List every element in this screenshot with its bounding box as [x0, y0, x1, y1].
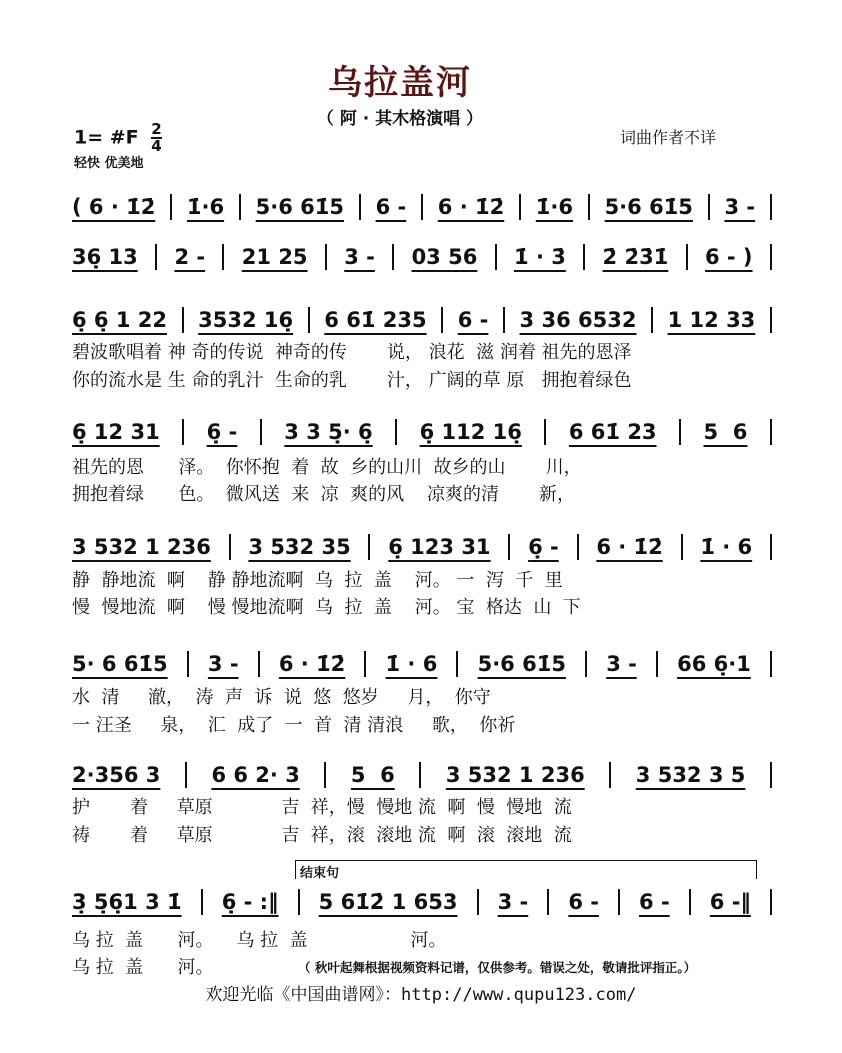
measure: 1̇ · 6 — [385, 652, 438, 676]
bar-line — [609, 762, 611, 788]
measure: ( 6 · 1̇2̇ — [72, 195, 156, 219]
measure: 1 12 33 — [667, 308, 756, 332]
bar-line — [770, 889, 772, 915]
bar-line — [770, 307, 772, 333]
bar-line — [544, 419, 546, 445]
measure: 6 6 2· 3 — [211, 763, 300, 787]
score-row — [72, 760, 772, 790]
measure: 5 6 — [703, 420, 748, 444]
bar-line — [260, 419, 262, 445]
measure: 6 · 1̇2̇ — [278, 652, 346, 676]
measure: 6̣ - — [528, 535, 559, 559]
measure: 3 532 3 5 — [635, 763, 746, 787]
measure: 6 - ) — [704, 245, 753, 269]
measure: 5 6 — [350, 763, 395, 787]
measure: 5 61̇2̇ 1 653 — [318, 890, 458, 914]
key-signature — [74, 122, 162, 154]
measure: 6 - — [639, 890, 670, 914]
score-row — [72, 887, 772, 917]
measure: 5·6 61̇5 — [477, 652, 566, 676]
bar-line — [201, 889, 203, 915]
bar-line — [421, 194, 423, 220]
measure: 2 - — [174, 245, 206, 269]
measure: 5·6 61̇5 — [255, 195, 345, 219]
measure: 3̣ 5̣6̣1 3 1̇ — [72, 890, 182, 914]
score-row — [72, 417, 772, 447]
bar-line — [324, 762, 326, 788]
bar-line — [689, 889, 691, 915]
bar-line — [392, 244, 394, 270]
measure: 6 - — [375, 195, 407, 219]
bar-line — [681, 534, 683, 560]
score-row — [72, 649, 772, 679]
measure: 36̣ 13 — [72, 245, 138, 269]
measure: 3 532 35 — [248, 535, 351, 559]
bar-line — [508, 534, 510, 560]
measure: 3532 16̣ — [198, 308, 294, 332]
bar-line — [651, 307, 653, 333]
lyrics-line: 祖先的恩 泽。 你怀抱 着 故 乡的山川 故乡的山 川， — [72, 457, 582, 478]
bar-line — [495, 244, 497, 270]
bar-line — [770, 762, 772, 788]
bar-line — [155, 244, 157, 270]
measure: 66 6̣·1 — [677, 652, 751, 676]
measure: 3 - — [344, 245, 375, 269]
bar-line — [656, 651, 658, 677]
measure: 6̣ 6̣ 1 22 — [72, 308, 167, 332]
lyrics-line: 你的流水是 生 命的乳汁 生命的乳 汁， 广阔的草 原 拥抱着绿色 — [72, 370, 632, 391]
bar-line — [770, 651, 772, 677]
bar-line — [368, 534, 370, 560]
bar-line — [577, 534, 579, 560]
bar-line — [359, 194, 361, 220]
bar-line — [182, 419, 184, 445]
measure: 1̇ · 3̇ — [514, 245, 566, 269]
measure: 1̇·6 — [186, 195, 225, 219]
measure: 6 61̇ 235 — [324, 308, 427, 332]
measure: 3 - — [207, 652, 239, 676]
bar-line — [547, 889, 549, 915]
bar-line — [222, 244, 224, 270]
bar-line — [258, 651, 260, 677]
transcription-note: （ 秋叶起舞根据视频资料记谱，仅供参考。错误之处，敬请批评指正。） — [298, 960, 697, 975]
lyrics-line: 祷 着 草原 吉 祥，滚 滚地 流 啊 滚 滚地 流 — [72, 825, 572, 846]
measure: 6 · 1̇2̇ — [596, 535, 663, 559]
bar-line — [519, 194, 521, 220]
bar-line — [618, 889, 620, 915]
measure: 1̇·6 — [535, 195, 573, 219]
measure: 6 - — [457, 308, 489, 332]
score-row — [72, 532, 772, 562]
bar-line — [182, 307, 184, 333]
bar-line — [325, 244, 327, 270]
tempo-marking: 轻快 优美地 — [74, 156, 144, 171]
measure: 3 - — [497, 890, 529, 914]
lyrics-line: 一 汪圣 泉， 汇 成了 一 首 清 清浪 歌， 你祈 — [72, 715, 516, 736]
bar-line — [770, 534, 772, 560]
bar-line — [503, 307, 505, 333]
measure: 6̣ - :‖ — [221, 890, 279, 914]
bar-line — [239, 194, 241, 220]
bar-line — [441, 307, 443, 333]
lyrics-line: 乌 拉 盖 河。 — [72, 957, 214, 978]
bar-line — [679, 419, 681, 445]
measure: 3 532 1 236 — [445, 763, 585, 787]
measure: 3 36 6532 — [519, 308, 637, 332]
bar-line — [419, 762, 421, 788]
measure: 6̣ - — [206, 420, 238, 444]
composer-credit: 词曲作者不详 — [620, 128, 717, 147]
bar-line — [395, 419, 397, 445]
ending-label: 结束句 — [300, 866, 340, 881]
score-row — [72, 192, 772, 222]
bar-line — [583, 244, 585, 270]
lyrics-line: 乌 拉 盖 河。 乌 拉 盖 河。 — [72, 930, 447, 951]
lyrics-line: 碧波歌唱着 神 奇的传说 神奇的传 说， 浪花 滋 润着 祖先的恩泽 — [72, 342, 632, 363]
measure: 6 -‖ — [709, 890, 751, 914]
performer-subtitle: （ 阿 · 其木格演唱 ） — [316, 109, 484, 129]
measure: 6 · 1̇2̇ — [437, 195, 505, 219]
ending-bracket — [295, 860, 757, 879]
lyrics-line: 拥抱着绿 色。 微风送 来 凉 爽的风 凉爽的清 新， — [72, 484, 576, 505]
time-signature — [151, 122, 161, 154]
bar-line — [187, 651, 189, 677]
bar-line — [770, 194, 772, 220]
score-row — [72, 305, 772, 335]
measure: 3 3 5̣· 6̣ — [284, 420, 373, 444]
bar-line — [708, 194, 710, 220]
score-row — [72, 242, 772, 272]
bar-line — [456, 651, 458, 677]
bar-line — [686, 244, 688, 270]
bar-line — [585, 651, 587, 677]
bar-line — [770, 244, 772, 270]
measure: 6 61̇ 23 — [568, 420, 657, 444]
time-bottom: 4 — [151, 137, 162, 155]
measure: 6̣ 12 31 — [72, 420, 160, 444]
measure: 1̇ · 6 — [700, 535, 753, 559]
footer-website: 欢迎光临《中国曲谱网》：http://www.qupu123.com/ — [205, 985, 637, 1005]
bar-line — [185, 762, 187, 788]
lyrics-line: 静 静地流 啊 静 静地流啊 乌 拉 盖 河。 一 泻 千 里 — [72, 570, 563, 591]
bar-line — [308, 307, 310, 333]
measure: 5· 6 61̇5 — [72, 652, 168, 676]
measure: 5·6 61̇5 — [604, 195, 693, 219]
measure: 03 56 — [411, 245, 478, 269]
measure: 3 532 1 236 — [72, 535, 211, 559]
bar-line — [298, 889, 300, 915]
time-top: 2 — [151, 120, 162, 138]
measure: 6 - — [568, 890, 599, 914]
bar-line — [170, 194, 172, 220]
bar-line — [770, 419, 772, 445]
bar-line — [588, 194, 590, 220]
key-label: 1= #F — [74, 126, 139, 149]
song-title: 乌拉盖河 — [328, 63, 472, 103]
bar-line — [477, 889, 479, 915]
measure: 3 - — [724, 195, 756, 219]
measure: 2·356 3 — [72, 763, 161, 787]
measure: 3 - — [606, 652, 637, 676]
lyrics-line: 护 着 草原 吉 祥，慢 慢地 流 啊 慢 慢地 流 — [72, 797, 572, 818]
measure: 21 25 — [241, 245, 308, 269]
bar-line — [364, 651, 366, 677]
measure: 2̇ 2̇3̇1̇ — [602, 245, 669, 269]
lyrics-line: 水 清 澈， 涛 声 诉 说 悠 悠岁 月， 你守 — [72, 687, 491, 708]
lyrics-line: 慢 慢地流 啊 慢 慢地流啊 乌 拉 盖 河。 宝 格达 山 下 — [72, 597, 581, 618]
bar-line — [229, 534, 231, 560]
measure: 6̣ 112 16̣ — [419, 420, 522, 444]
measure: 6̣ 123 31 — [388, 535, 491, 559]
